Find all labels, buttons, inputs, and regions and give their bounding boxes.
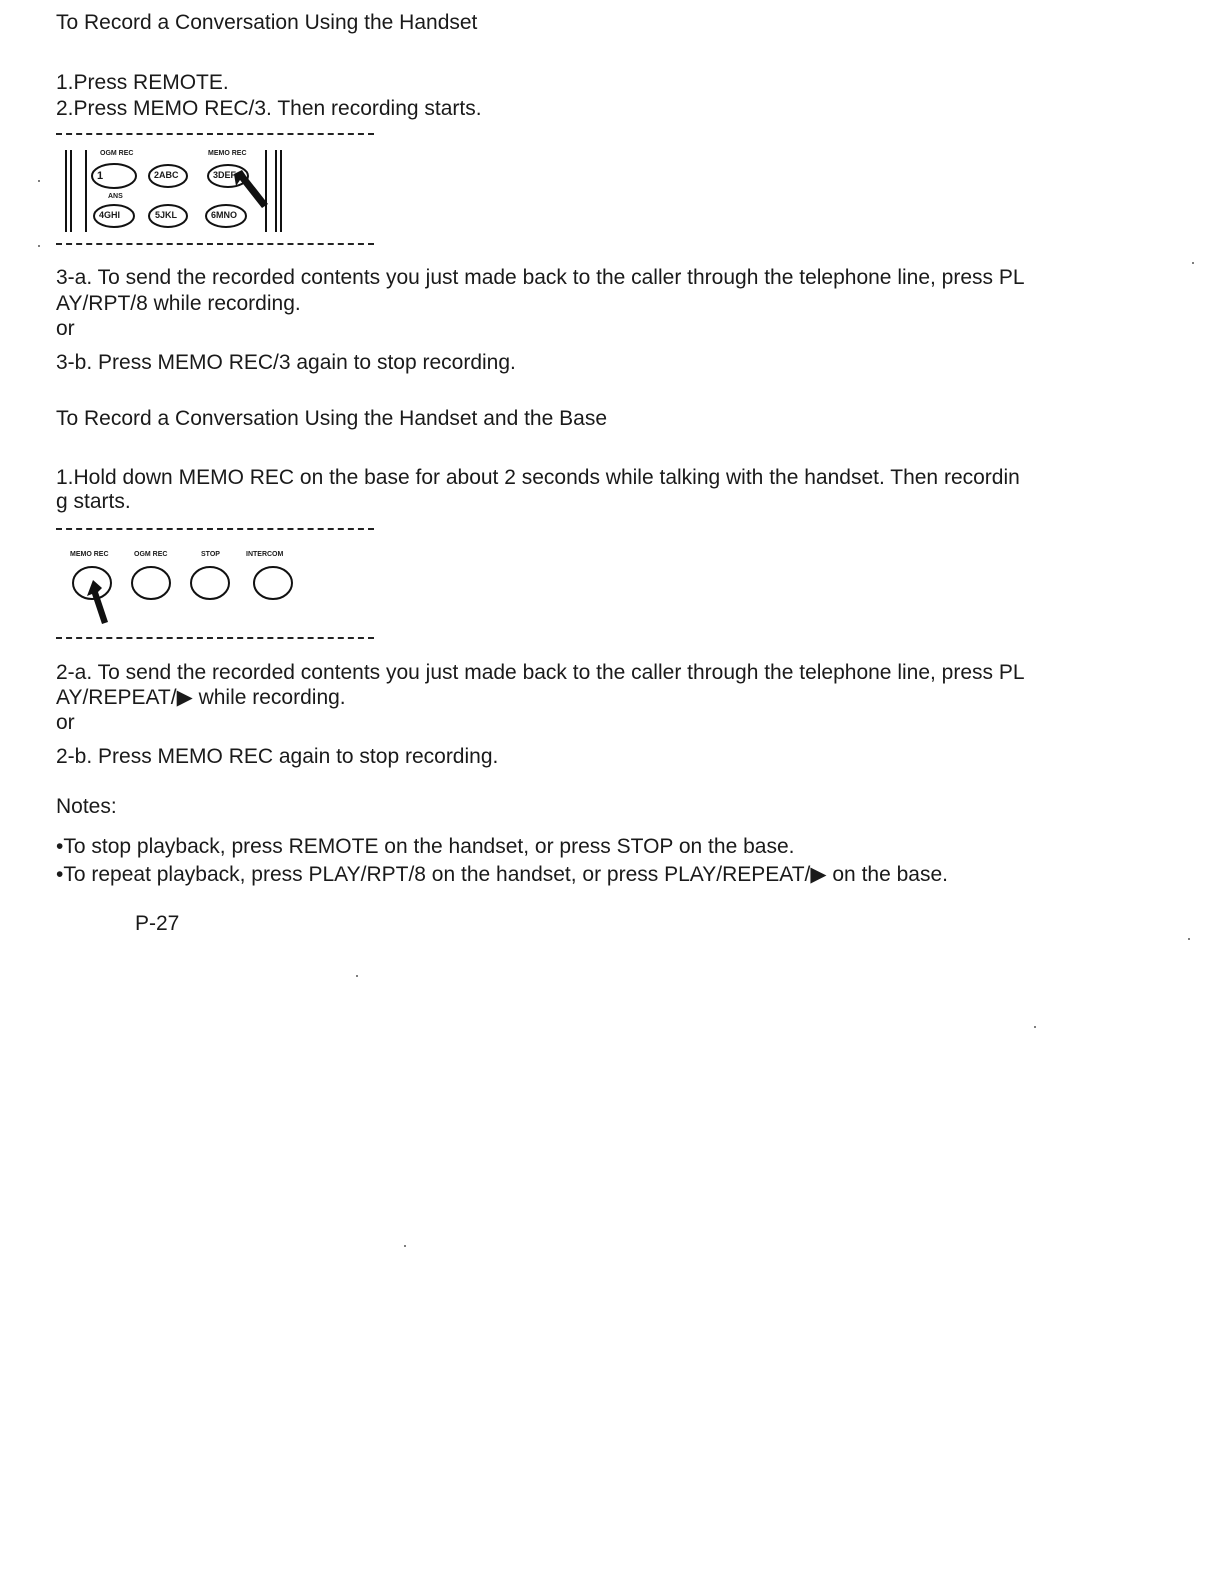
- section2-step2a-line1: 2-a. To send the recorded contents you just made back to the caller through the telephone line, press PL: [56, 661, 1025, 684]
- section1-heading: To Record a Conversation Using the Handset: [56, 11, 478, 34]
- key-3: 3DEF: [213, 170, 237, 180]
- scan-speck: [38, 245, 40, 247]
- ogm-rec-label: OGM REC: [100, 150, 134, 157]
- divider: [56, 637, 374, 639]
- divider: [56, 133, 374, 135]
- section1-step2: 2.Press MEMO REC/3. Then recording starts.: [56, 97, 482, 120]
- key-5: 5JKL: [155, 210, 178, 220]
- section2-step1-line1: 1.Hold down MEMO REC on the base for about 2 seconds while talking with the handset. Then recordin: [56, 466, 1020, 489]
- key-6: 6MNO: [211, 210, 238, 220]
- section1-step3b: 3-b. Press MEMO REC/3 again to stop recording.: [56, 351, 516, 374]
- section1-or: or: [56, 317, 75, 340]
- page-number: P-27: [135, 912, 180, 935]
- divider: [56, 243, 374, 245]
- section1-step3a-line1: 3-a. To send the recorded contents you just made back to the caller through the telephone line, press PL: [56, 266, 1025, 289]
- intercom-button-label: INTERCOM: [246, 551, 284, 558]
- scan-speck: [356, 975, 358, 977]
- key-2: 2ABC: [154, 170, 179, 180]
- key-1: 1: [97, 170, 104, 182]
- memo-rec-button-label: MEMO REC: [70, 551, 109, 558]
- section2-step2a-line2: AY/REPEAT/▶ while recording.: [56, 686, 346, 709]
- base-buttons-drawing: [56, 546, 316, 630]
- scan-speck: [38, 180, 40, 182]
- section2-step2b: 2-b. Press MEMO REC again to stop recording.: [56, 745, 499, 768]
- pointer-arrow-icon: [234, 170, 268, 208]
- scan-speck: [1034, 1026, 1036, 1028]
- ogm-rec-button-label: OGM REC: [134, 551, 168, 558]
- section2-heading: To Record a Conversation Using the Handset and the Base: [56, 407, 607, 430]
- notes-title: Notes:: [56, 795, 117, 818]
- key-4: 4GHI: [99, 210, 121, 220]
- section2-or: or: [56, 711, 75, 734]
- ans-label: ANS: [108, 193, 123, 200]
- memo-rec-label: MEMO REC: [208, 150, 247, 157]
- section1-step3a-line2: AY/RPT/8 while recording.: [56, 292, 301, 315]
- handset-keypad-figure: [56, 146, 286, 236]
- scan-speck: [1192, 262, 1194, 264]
- section2-step1-line2: g starts.: [56, 490, 131, 513]
- base-buttons-figure: [56, 546, 316, 630]
- section1-step1: 1.Press REMOTE.: [56, 71, 229, 94]
- handset-keypad-drawing: [56, 146, 286, 236]
- scan-speck: [404, 1245, 406, 1247]
- divider: [56, 528, 374, 530]
- pointer-arrow-icon: [87, 580, 108, 624]
- stop-button-label: STOP: [201, 551, 220, 558]
- note-item: •To repeat playback, press PLAY/RPT/8 on the handset, or press PLAY/REPEAT/▶ on the base.: [56, 863, 948, 886]
- note-item: •To stop playback, press REMOTE on the handset, or press STOP on the base.: [56, 835, 795, 858]
- scan-speck: [1188, 938, 1190, 940]
